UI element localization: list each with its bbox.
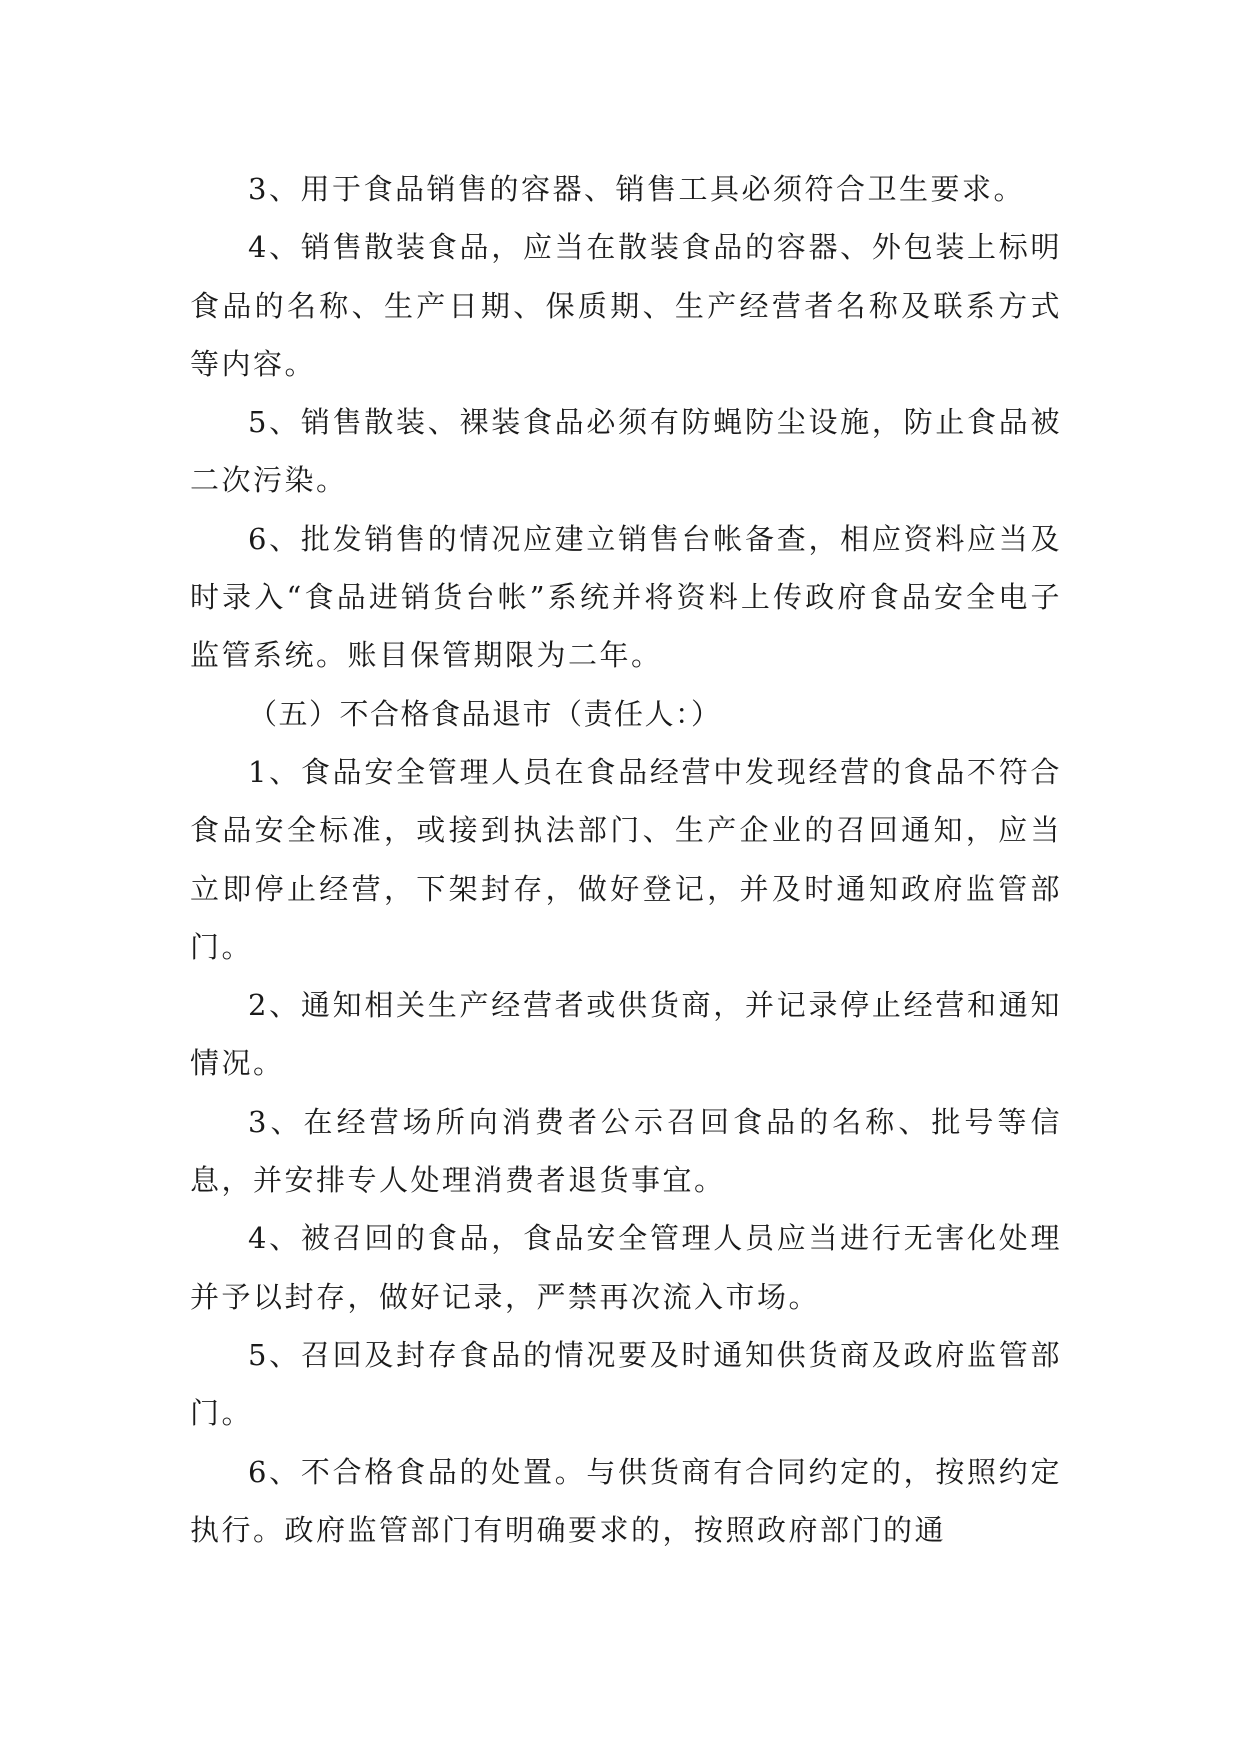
paragraph-item-6-wholesale-ledger: 6、批发销售的情况应建立销售台帐备查，相应资料应当及时录入“食品进销货台帐”系统并将资料上传政府食品安全电子监管系统。账目保管期限为二年。 <box>190 521 1062 673</box>
document-body <box>190 160 1062 1559</box>
paragraph-recall-6: 6、不合格食品的处置。与供货商有合同约定的，按照约定执行。政府监管部门有明确要求的，按照政府部门的通 <box>190 1454 1062 1547</box>
paragraph-item-3-containers: 3、用于食品销售的容器、销售工具必须符合卫生要求。 <box>248 172 1025 206</box>
paragraph-recall-4: 4、被召回的食品，食品安全管理人员应当进行无害化处理并予以封存，做好记录，严禁再次流入市场。 <box>190 1221 1062 1314</box>
section-heading-recall: （五）不合格食品退市（责任人：） <box>248 696 722 731</box>
paragraph-item-5-dust-protection: 5、销售散装、裸装食品必须有防蝇防尘设施，防止食品被二次污染。 <box>190 405 1062 498</box>
paragraph-recall-1: 1、食品安全管理人员在食品经营中发现经营的食品不符合食品安全标准，或接到执法部门、生产企业的召回通知，应当立即停止经营，下架封存，做好登记，并及时通知政府监管部门。 <box>190 754 1062 964</box>
paragraph-recall-3: 3、在经营场所向消费者公示召回食品的名称、批号等信息，并安排专人处理消费者退货事宜。 <box>190 1104 1062 1198</box>
paragraph-recall-5: 5、召回及封存食品的情况要及时通知供货商及政府监管部门。 <box>190 1337 1062 1431</box>
paragraph-item-4-bulk-labeling: 4、销售散装食品，应当在散装食品的容器、外包装上标明食品的名称、生产日期、保质期、生产经营者名称及联系方式等内容。 <box>190 230 1062 381</box>
paragraph-recall-2: 2、通知相关生产经营者或供货商，并记录停止经营和通知情况。 <box>190 988 1062 1081</box>
